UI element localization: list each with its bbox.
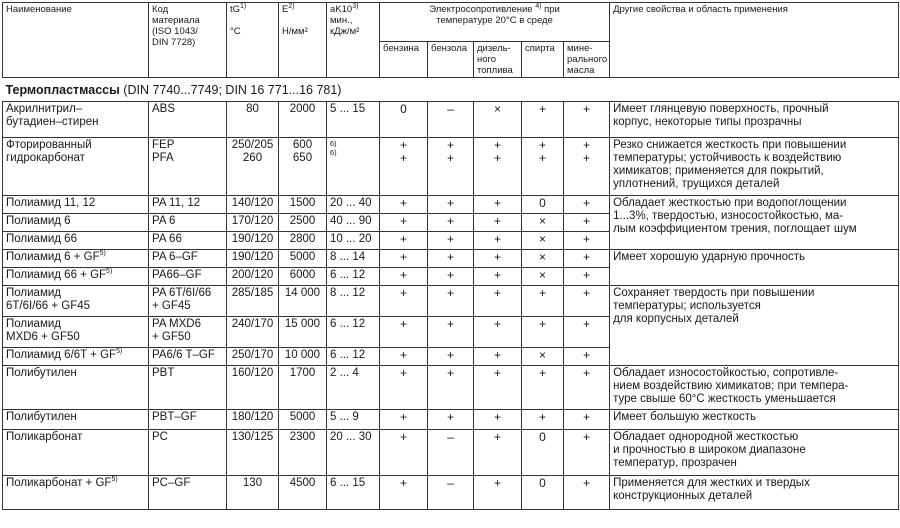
material-code: PA 6	[149, 214, 227, 232]
modulus-value: 2500	[279, 214, 327, 232]
res-mineral-oil: +	[564, 214, 610, 232]
res-gasoline: +	[380, 268, 428, 286]
col-header-gasoline: бензина	[380, 42, 428, 78]
col-header-temp: $tG^{1)}$ °C	[227, 3, 279, 78]
col-header-modulus: $E^{2)}$ Н/мм²	[279, 3, 327, 78]
res-benzene: +	[428, 232, 474, 250]
res-mineral-oil: +	[564, 196, 610, 214]
material-name: Поликарбонат + $GF^{5)}$	[3, 476, 149, 510]
material-code: PBT–GF	[149, 410, 227, 430]
material-code: PC–GF	[149, 476, 227, 510]
col-header-diesel: дизель- ного топлива	[474, 42, 522, 78]
res-diesel: +	[474, 410, 522, 430]
res-mineral-oil: +	[564, 286, 610, 317]
res-alcohol: +	[522, 102, 564, 138]
temp-value: 170/120	[227, 214, 279, 232]
temp-value: 250/170	[227, 348, 279, 366]
impact-value: 6 ... 12	[327, 268, 380, 286]
res-mineral-oil: +	[564, 366, 610, 410]
res-diesel: +	[474, 196, 522, 214]
material-code: PA66–GF	[149, 268, 227, 286]
modulus-value: 1500	[279, 196, 327, 214]
material-code: PA 11, 12	[149, 196, 227, 214]
impact-value: 6) 6)	[327, 138, 380, 196]
modulus-value: 2300	[279, 430, 327, 476]
col-header-impact: aK10$^{3)}$ мин., кДж/м²	[327, 3, 380, 78]
temp-value: 130	[227, 476, 279, 510]
material-name: Полиамид 11, 12	[3, 196, 149, 214]
res-gasoline: +	[380, 430, 428, 476]
impact-value: 10 ... 20	[327, 232, 380, 250]
impact-value: 2 ... 4	[327, 366, 380, 410]
res-mineral-oil: +	[564, 232, 610, 250]
res-diesel: +	[474, 317, 522, 348]
impact-value: 5 ... 9	[327, 410, 380, 430]
modulus-value: 5000	[279, 410, 327, 430]
other-properties: Обладает однородной жесткостью и прочностью в широком диапазоне температур, прозрачен	[610, 430, 899, 476]
modulus-value: 15 000	[279, 317, 327, 348]
res-mineral-oil: +	[564, 268, 610, 286]
impact-value: 6 ... 12	[327, 317, 380, 348]
other-properties: Имеет большую жесткость	[610, 410, 899, 430]
impact-value: 20 ... 40	[327, 196, 380, 214]
res-gasoline: +	[380, 214, 428, 232]
res-diesel: +	[474, 214, 522, 232]
res-alcohol: 0	[522, 196, 564, 214]
res-diesel: ×	[474, 102, 522, 138]
res-benzene: + +	[428, 138, 474, 196]
res-benzene: –	[428, 102, 474, 138]
temp-value: 190/120	[227, 232, 279, 250]
table-row	[3, 366, 899, 410]
table-row	[3, 286, 899, 317]
res-diesel: +	[474, 250, 522, 268]
material-name: Фторированный гидрокарбонат	[3, 138, 149, 196]
temp-value: 80	[227, 102, 279, 138]
material-name: Полиамид $6/6T + GF^{5)}$	[3, 348, 149, 366]
res-alcohol: ×	[522, 268, 564, 286]
section-row	[3, 78, 899, 102]
res-mineral-oil: +	[564, 476, 610, 510]
material-code: PA 6T/6I/66 + GF45	[149, 286, 227, 317]
res-alcohol: ×	[522, 232, 564, 250]
res-gasoline: 0	[380, 102, 428, 138]
material-code: PA6/6 T–GF	[149, 348, 227, 366]
res-gasoline: +	[380, 317, 428, 348]
impact-value: 8 ... 12	[327, 286, 380, 317]
other-properties: Обладает износостойкостью, сопротивле- нием воздействию химикатов; при темпера- туре свыше 60°C жесткость уменьшается	[610, 366, 899, 410]
res-diesel: +	[474, 286, 522, 317]
col-header-other: Другие свойства и область применения	[610, 3, 899, 78]
res-gasoline: +	[380, 348, 428, 366]
col-header-resistance: Электросопротивление $^{4)}$ при температуре 20°C в среде	[380, 3, 610, 42]
res-benzene: +	[428, 317, 474, 348]
res-benzene: +	[428, 250, 474, 268]
modulus-value: 14 000	[279, 286, 327, 317]
material-name: Полибутилен	[3, 366, 149, 410]
material-name: Полиамид 6T/6I/66 + GF45	[3, 286, 149, 317]
material-code: FEP PFA	[149, 138, 227, 196]
section-standards: (DIN 7740...7749; DIN 16 771...16 781)	[123, 83, 342, 97]
res-benzene: –	[428, 476, 474, 510]
impact-value: 40 ... 90	[327, 214, 380, 232]
modulus-value: 600 650	[279, 138, 327, 196]
res-mineral-oil: +	[564, 102, 610, 138]
section-title: Термопластмассы	[5, 83, 120, 97]
impact-value: 5 ... 15	[327, 102, 380, 138]
res-alcohol: + +	[522, 138, 564, 196]
material-code: PBT	[149, 366, 227, 410]
res-mineral-oil: +	[564, 317, 610, 348]
plastics-properties-table	[2, 2, 899, 510]
material-name: Полиамид 6	[3, 214, 149, 232]
modulus-value: 2800	[279, 232, 327, 250]
table-row	[3, 476, 899, 510]
impact-value: 20 ... 30	[327, 430, 380, 476]
res-diesel: +	[474, 366, 522, 410]
modulus-value: 5000	[279, 250, 327, 268]
col-header-alcohol: спирта	[522, 42, 564, 78]
col-header-mineral-oil: мине- рального масла	[564, 42, 610, 78]
res-alcohol: ×	[522, 348, 564, 366]
header-row	[3, 3, 899, 42]
res-benzene: –	[428, 430, 474, 476]
temp-value: 250/205 260	[227, 138, 279, 196]
res-gasoline: +	[380, 476, 428, 510]
other-properties: Резко снижается жесткость при повышении температуры; устойчивость к воздействию химикатов; применяется для покрытий, уплотнений, трущихся деталей	[610, 138, 899, 196]
material-name: Полиамид $66 + GF^{5)}$	[3, 268, 149, 286]
res-diesel: +	[474, 348, 522, 366]
col-header-code: Код материала (ISO 1043/ DIN 7728)	[149, 3, 227, 78]
res-gasoline: +	[380, 366, 428, 410]
material-name: Полиамид $6 + GF^{5)}$	[3, 250, 149, 268]
res-gasoline: +	[380, 196, 428, 214]
res-diesel: +	[474, 430, 522, 476]
table-row	[3, 250, 899, 268]
res-benzene: +	[428, 366, 474, 410]
temp-value: 160/120	[227, 366, 279, 410]
material-name: Полиамид MXD6 + GF50	[3, 317, 149, 348]
res-alcohol: 0	[522, 476, 564, 510]
res-diesel: +	[474, 232, 522, 250]
material-code: PA 66	[149, 232, 227, 250]
res-mineral-oil: +	[564, 430, 610, 476]
res-diesel: +	[474, 476, 522, 510]
res-benzene: +	[428, 286, 474, 317]
res-mineral-oil: +	[564, 250, 610, 268]
modulus-value: 1700	[279, 366, 327, 410]
res-benzene: +	[428, 268, 474, 286]
material-code: PA MXD6 + GF50	[149, 317, 227, 348]
res-alcohol: 0	[522, 430, 564, 476]
res-benzene: +	[428, 196, 474, 214]
res-mineral-oil: + +	[564, 138, 610, 196]
res-alcohol: +	[522, 286, 564, 317]
other-properties: Обладает жесткостью при водопоглощении 1...3%, твердостью, износостойкостью, ма- лым коэффициентом трения, поглощает шум	[610, 196, 899, 250]
modulus-value: 4500	[279, 476, 327, 510]
res-gasoline: +	[380, 286, 428, 317]
impact-value: 8 ... 14	[327, 250, 380, 268]
material-code: ABS	[149, 102, 227, 138]
temp-value: 130/125	[227, 430, 279, 476]
res-benzene: +	[428, 348, 474, 366]
res-alcohol: ×	[522, 250, 564, 268]
modulus-value: 10 000	[279, 348, 327, 366]
temp-value: 285/185	[227, 286, 279, 317]
temp-value: 180/120	[227, 410, 279, 430]
res-benzene: +	[428, 410, 474, 430]
table-row	[3, 138, 899, 196]
material-name: Полиамид 66	[3, 232, 149, 250]
res-gasoline: +	[380, 410, 428, 430]
res-mineral-oil: +	[564, 348, 610, 366]
res-alcohol: ×	[522, 214, 564, 232]
impact-value: 6 ... 15	[327, 476, 380, 510]
modulus-value: 2000	[279, 102, 327, 138]
impact-value: 6 ... 12	[327, 348, 380, 366]
modulus-value: 6000	[279, 268, 327, 286]
material-name: Полибутилен	[3, 410, 149, 430]
other-properties: Имеет глянцевую поверхность, прочный корпус, некоторые типы прозрачны	[610, 102, 899, 138]
col-header-benzene: бензола	[428, 42, 474, 78]
temp-value: 240/170	[227, 317, 279, 348]
res-alcohol: +	[522, 317, 564, 348]
table-row	[3, 196, 899, 214]
material-code: PA 6–GF	[149, 250, 227, 268]
table-row	[3, 102, 899, 138]
temp-value: 140/120	[227, 196, 279, 214]
res-diesel: + +	[474, 138, 522, 196]
temp-value: 190/120	[227, 250, 279, 268]
res-gasoline: + +	[380, 138, 428, 196]
res-gasoline: +	[380, 250, 428, 268]
res-alcohol: +	[522, 410, 564, 430]
table-row	[3, 410, 899, 430]
res-alcohol: +	[522, 366, 564, 410]
table-row	[3, 430, 899, 476]
res-mineral-oil: +	[564, 410, 610, 430]
res-diesel: +	[474, 268, 522, 286]
material-code: PC	[149, 430, 227, 476]
other-properties: Сохраняет твердость при повышении температуры; используется для корпусных деталей	[610, 286, 899, 366]
res-gasoline: +	[380, 232, 428, 250]
res-benzene: +	[428, 214, 474, 232]
other-properties: Применяется для жестких и твердых конструкционных деталей	[610, 476, 899, 510]
col-header-name: Наименование	[3, 3, 149, 78]
temp-value: 200/120	[227, 268, 279, 286]
material-name: Поликарбонат	[3, 430, 149, 476]
material-name: Акрилнитрил– бутадиен–стирен	[3, 102, 149, 138]
other-properties: Имеет хорошую ударную прочность	[610, 250, 899, 286]
